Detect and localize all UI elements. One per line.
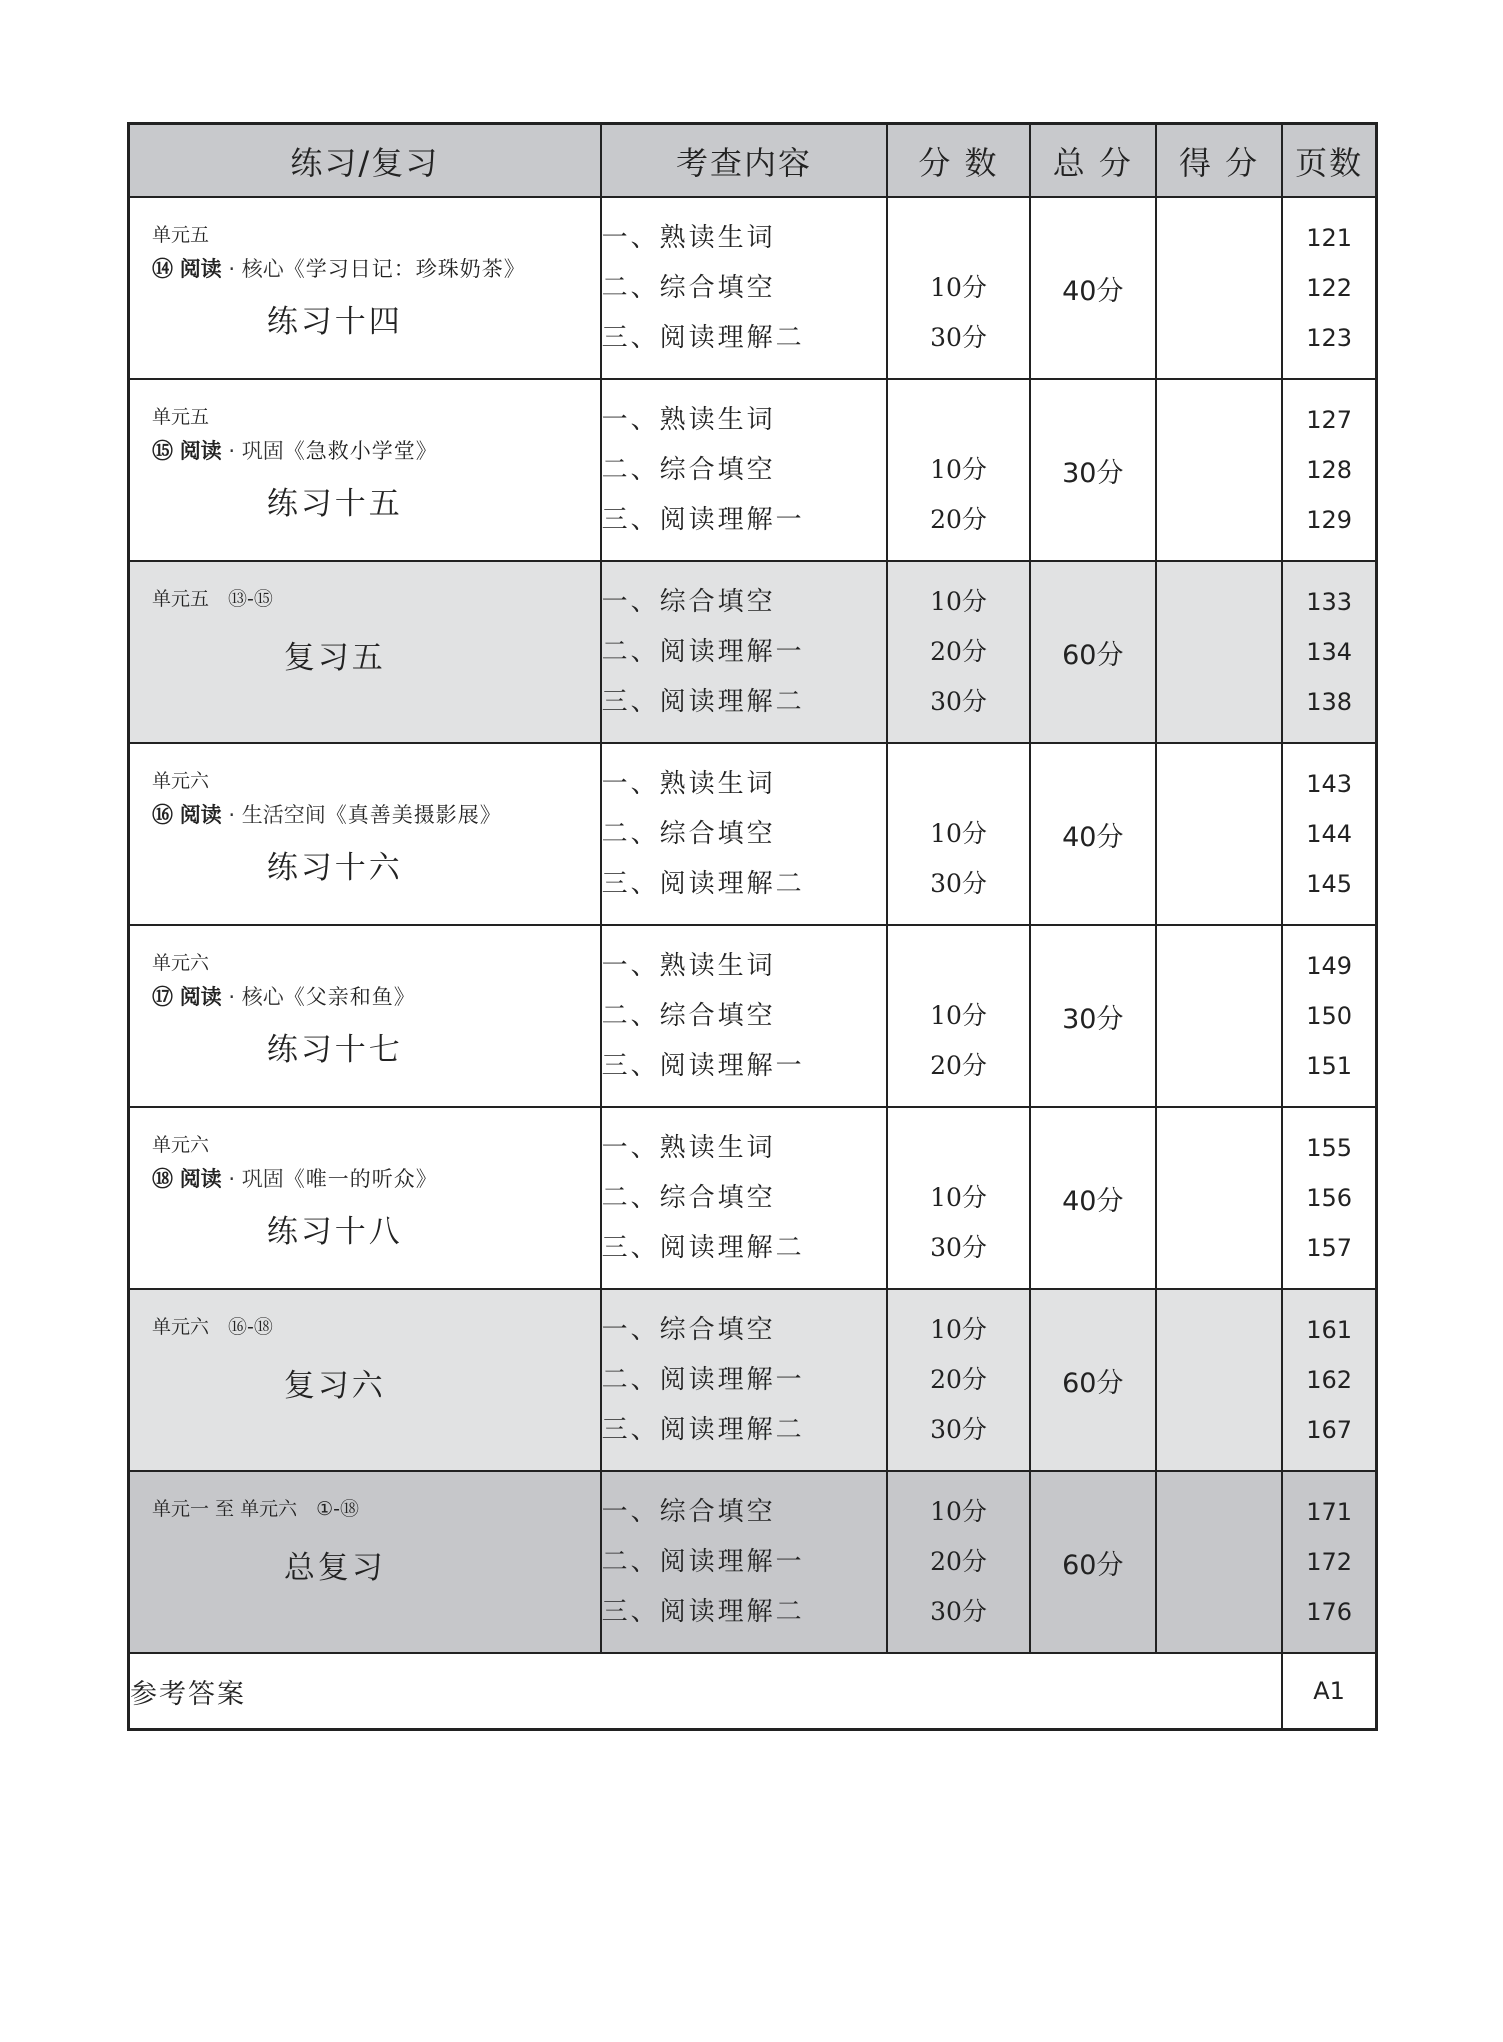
pages-cell (1282, 1289, 1376, 1471)
lesson-line (152, 981, 416, 1011)
page-number: 143 (1306, 770, 1353, 798)
page-number: 144 (1306, 820, 1353, 848)
total-cell: 40分 (1030, 743, 1156, 925)
score-cell[interactable] (1156, 197, 1282, 379)
points-cell (887, 743, 1029, 925)
total-cell: 60分 (1030, 561, 1156, 743)
lesson-keyword: 阅读 (179, 439, 222, 463)
header-exercise: 练习/复习 (129, 124, 601, 198)
content-item: 一、综合填空 (601, 1497, 776, 1527)
table-row (129, 197, 1377, 379)
page-number: 176 (1306, 1598, 1353, 1626)
exercise-title: 练习十五 (266, 486, 403, 522)
points-value: 20分 (930, 1051, 987, 1080)
content-cell (601, 1107, 888, 1289)
content-item: 一、熟读生词 (601, 1133, 776, 1163)
content-cell (601, 743, 888, 925)
table-row (129, 925, 1377, 1107)
exercise-title: 练习十六 (266, 850, 403, 886)
page-number: 138 (1306, 688, 1353, 716)
content-item: 三、阅读理解一 (601, 505, 805, 535)
page-number: 161 (1306, 1316, 1353, 1344)
points-value: 30分 (930, 1233, 987, 1262)
lesson-tag: · 巩固 (221, 1167, 284, 1191)
content-item: 三、阅读理解一 (601, 1051, 805, 1081)
lesson-book: 《唯一的听众》 (283, 1167, 438, 1191)
page-number: 162 (1306, 1366, 1353, 1394)
exercise-title: 总复习 (283, 1550, 386, 1586)
score-cell[interactable] (1156, 743, 1282, 925)
exercise-cell (129, 1471, 601, 1653)
points-cell (887, 925, 1029, 1107)
content-item: 二、综合填空 (601, 819, 776, 849)
points-value: 30分 (930, 687, 987, 716)
lesson-line (152, 1163, 438, 1193)
page-number: 150 (1306, 1002, 1353, 1030)
unit-label: 单元六 (152, 952, 210, 974)
exercise-cell (129, 925, 601, 1107)
page-number: 128 (1306, 456, 1353, 484)
points-value: 20分 (930, 505, 987, 534)
page-number: 149 (1306, 952, 1353, 980)
exercise-title: 练习十八 (266, 1214, 403, 1250)
exercise-cell (129, 1289, 601, 1471)
exercise-title: 复习五 (283, 640, 386, 676)
points-value: 10分 (930, 1183, 987, 1212)
page-number: 156 (1306, 1184, 1353, 1212)
points-value: 10分 (930, 273, 987, 302)
page-number: 167 (1306, 1416, 1353, 1444)
content-item: 一、熟读生词 (601, 405, 776, 435)
header-score: 得 分 (1156, 124, 1282, 198)
lesson-keyword: 阅读 (179, 1167, 222, 1191)
points-value (888, 941, 1028, 991)
points-value: 10分 (930, 1315, 987, 1344)
lesson-tag: · 核心 (221, 985, 284, 1009)
lesson-keyword: 阅读 (179, 257, 222, 281)
page-number: 172 (1306, 1548, 1353, 1576)
pages-cell (1282, 1471, 1376, 1653)
exercise-cell (129, 561, 601, 743)
lesson-tag: · 生活空间 (221, 803, 326, 827)
lesson-tag: · 巩固 (221, 439, 284, 463)
points-value: 30分 (930, 1415, 987, 1444)
answers-page: A1 (1282, 1653, 1376, 1730)
total-cell: 40分 (1030, 197, 1156, 379)
answers-label: 参考答案 (129, 1653, 1283, 1730)
points-cell (887, 561, 1029, 743)
table-row (129, 1471, 1377, 1653)
points-value: 30分 (930, 323, 987, 352)
content-item: 三、阅读理解二 (601, 687, 805, 717)
points-value (888, 1123, 1028, 1173)
content-item: 二、阅读理解一 (601, 1365, 805, 1395)
unit-label: 单元六 (152, 770, 210, 792)
page-number: 171 (1306, 1498, 1353, 1526)
pages-cell (1282, 197, 1376, 379)
points-value: 30分 (930, 1597, 987, 1626)
content-item: 一、熟读生词 (601, 223, 776, 253)
points-value: 10分 (930, 1001, 987, 1030)
contents-table (127, 122, 1378, 1731)
content-cell (601, 1471, 888, 1653)
pages-cell (1282, 379, 1376, 561)
lesson-number: ⑯ (152, 803, 173, 827)
page-number: 151 (1306, 1052, 1353, 1080)
header-row (129, 124, 1377, 198)
points-value (888, 213, 1028, 263)
page-number: 155 (1306, 1134, 1353, 1162)
exercise-title: 复习六 (283, 1368, 386, 1404)
content-item: 二、综合填空 (601, 1183, 776, 1213)
unit-label: 单元一 至 单元六 ①-⑱ (152, 1498, 359, 1520)
points-cell (887, 1107, 1029, 1289)
points-cell (887, 1471, 1029, 1653)
lesson-number: ⑰ (152, 985, 173, 1009)
lesson-keyword: 阅读 (179, 985, 222, 1009)
content-item: 二、阅读理解一 (601, 637, 805, 667)
content-cell (601, 561, 888, 743)
content-item: 二、综合填空 (601, 273, 776, 303)
pages-cell (1282, 743, 1376, 925)
table-row (129, 1289, 1377, 1471)
points-cell (887, 1289, 1029, 1471)
table-row (129, 561, 1377, 743)
points-cell (887, 379, 1029, 561)
exercise-cell (129, 1107, 601, 1289)
points-value: 20分 (930, 1547, 987, 1576)
score-cell[interactable] (1156, 1471, 1282, 1653)
lesson-line (152, 253, 526, 283)
content-item: 三、阅读理解二 (601, 1597, 805, 1627)
page-number: 129 (1306, 506, 1353, 534)
content-item: 一、熟读生词 (601, 951, 776, 981)
score-cell[interactable] (1156, 561, 1282, 743)
header-content: 考查内容 (601, 124, 888, 198)
header-total: 总 分 (1030, 124, 1156, 198)
points-value: 10分 (930, 455, 987, 484)
lesson-number: ⑱ (152, 1167, 173, 1191)
points-value: 10分 (930, 587, 987, 616)
lesson-book: 《父亲和鱼》 (283, 985, 416, 1009)
points-value (888, 395, 1028, 445)
table-row (129, 743, 1377, 925)
table-row (129, 379, 1377, 561)
unit-label: 单元五 (152, 406, 210, 428)
unit-label: 单元六 (152, 1134, 210, 1156)
exercise-title: 练习十四 (266, 304, 403, 340)
score-cell[interactable] (1156, 925, 1282, 1107)
points-value: 10分 (930, 819, 987, 848)
page-number: 121 (1306, 224, 1353, 252)
page-number: 133 (1306, 588, 1353, 616)
points-value: 20分 (930, 637, 987, 666)
lesson-line (152, 799, 502, 829)
table-row (129, 1107, 1377, 1289)
lesson-book: 《学习日记：珍珠奶茶》 (283, 257, 526, 281)
page-number: 122 (1306, 274, 1353, 302)
content-cell (601, 1289, 888, 1471)
pages-cell (1282, 561, 1376, 743)
score-cell[interactable] (1156, 1107, 1282, 1289)
total-cell: 60分 (1030, 1289, 1156, 1471)
lesson-line (152, 435, 438, 465)
exercise-title: 练习十七 (266, 1032, 403, 1068)
exercise-cell (129, 743, 601, 925)
unit-label: 单元五 ⑬-⑮ (152, 588, 273, 610)
pages-cell (1282, 1107, 1376, 1289)
header-pages: 页数 (1282, 124, 1376, 198)
pages-cell (1282, 925, 1376, 1107)
content-cell (601, 925, 888, 1107)
content-item: 一、综合填空 (601, 587, 776, 617)
content-item: 一、熟读生词 (601, 769, 776, 799)
lesson-book: 《急救小学堂》 (283, 439, 438, 463)
page-number: 145 (1306, 870, 1353, 898)
points-value: 20分 (930, 1365, 987, 1394)
answers-row (129, 1653, 1377, 1730)
score-cell[interactable] (1156, 1289, 1282, 1471)
lesson-keyword: 阅读 (179, 803, 222, 827)
exercise-cell (129, 379, 601, 561)
lesson-tag: · 核心 (221, 257, 284, 281)
total-cell: 60分 (1030, 1471, 1156, 1653)
score-cell[interactable] (1156, 379, 1282, 561)
header-points: 分 数 (887, 124, 1029, 198)
points-cell (887, 197, 1029, 379)
unit-label: 单元六 ⑯-⑱ (152, 1316, 273, 1338)
content-cell (601, 379, 888, 561)
content-item: 一、综合填空 (601, 1315, 776, 1345)
content-item: 二、综合填空 (601, 455, 776, 485)
content-item: 三、阅读理解二 (601, 869, 805, 899)
total-cell: 30分 (1030, 925, 1156, 1107)
content-item: 三、阅读理解二 (601, 323, 805, 353)
points-value: 10分 (930, 1497, 987, 1526)
points-value (888, 759, 1028, 809)
content-cell (601, 197, 888, 379)
exercise-cell (129, 197, 601, 379)
page-number: 134 (1306, 638, 1353, 666)
page-number: 123 (1306, 324, 1353, 352)
page-number: 127 (1306, 406, 1353, 434)
points-value: 30分 (930, 869, 987, 898)
content-item: 三、阅读理解二 (601, 1415, 805, 1445)
page-number: 157 (1306, 1234, 1353, 1262)
lesson-number: ⑮ (152, 439, 173, 463)
content-item: 二、综合填空 (601, 1001, 776, 1031)
lesson-book: 《真善美摄影展》 (325, 803, 502, 827)
content-item: 二、阅读理解一 (601, 1547, 805, 1577)
lesson-number: ⑭ (152, 257, 173, 281)
total-cell: 30分 (1030, 379, 1156, 561)
unit-label: 单元五 (152, 224, 210, 246)
content-item: 三、阅读理解二 (601, 1233, 805, 1263)
total-cell: 40分 (1030, 1107, 1156, 1289)
